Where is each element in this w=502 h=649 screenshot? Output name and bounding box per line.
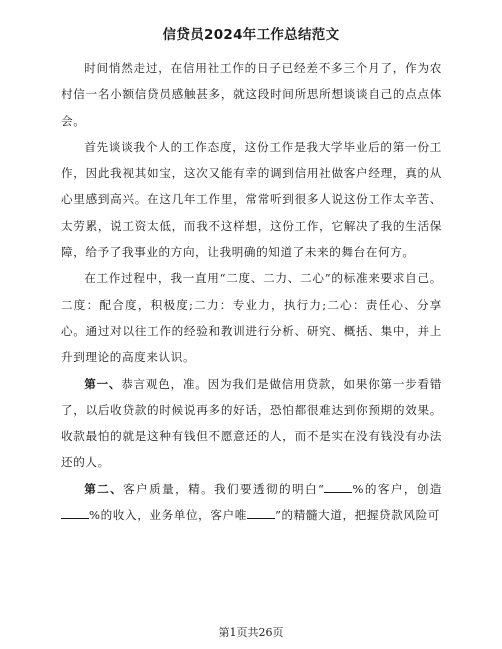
document-title: 信贷员2024年工作总结范文 [162, 27, 340, 43]
paragraph-1: 时间悄然走过，在信用社工作的日子已经差不多三个月了，作为农村信一名小额信贷员感触甚多，就这段时间所思所想谈谈自己的点点体会。 [61, 61, 442, 128]
paragraph-5 [61, 476, 442, 529]
page-footer: 第1页共26页 [218, 626, 284, 639]
paragraph-4-text: 恭言观色，准。因为我们是做信用贷款，如果你第一步看错了，以后收贷款的时候说再多的好话，恐怕都很难达到你预期的效果。收款最怕的就是这种有钱但不愿意还的人，而不是实在没有钱没有办法还的人。 [61, 376, 442, 470]
document-body [61, 55, 442, 528]
paragraph-2: 首先谈谈我个人的工作态度，这份工作是我大学毕业后的第一份工作，因此我视其如宝，这次又能有幸的调到信用社做客户经理，真的从心里感到高兴。在这几年工作里，常常听到很多人说这份工作太辛苦、太劳累，说工资太低，而我不这样想，这份工作，它解决了我的生活保障，给予了我事业的方向，让我明确的知道了未来的舞台在何方。 [61, 139, 442, 260]
fill-blank [324, 481, 352, 493]
paragraph-3: 在工作过程中，我一直用“二度、二力、二心”的标准来要求自己。二度：配合度，积极度;二力：专业力，执行力;二心：责任心、分享心。通过对以往工作的经验和教训进行分析、研究、概括、集中，并上升到理论的高度来认识。 [61, 271, 442, 365]
paragraph-5-lead: 第二、 [84, 481, 124, 496]
paragraph-4 [61, 371, 442, 476]
paragraph-4-lead: 第一、 [84, 376, 122, 391]
fill-blank [61, 507, 89, 519]
paragraph-5-segment-4: ”的精髓大道，把握贷款风险可 [274, 508, 440, 523]
paragraph-5-segment-2: %的客户，创造 [352, 481, 442, 496]
fill-blank [247, 507, 275, 519]
paragraph-5-segment-3: %的收入，业务单位，客户唯 [89, 508, 247, 523]
paragraph-5-segment-1: 客户质量，精。我们要透彻的明白“ [123, 481, 325, 496]
